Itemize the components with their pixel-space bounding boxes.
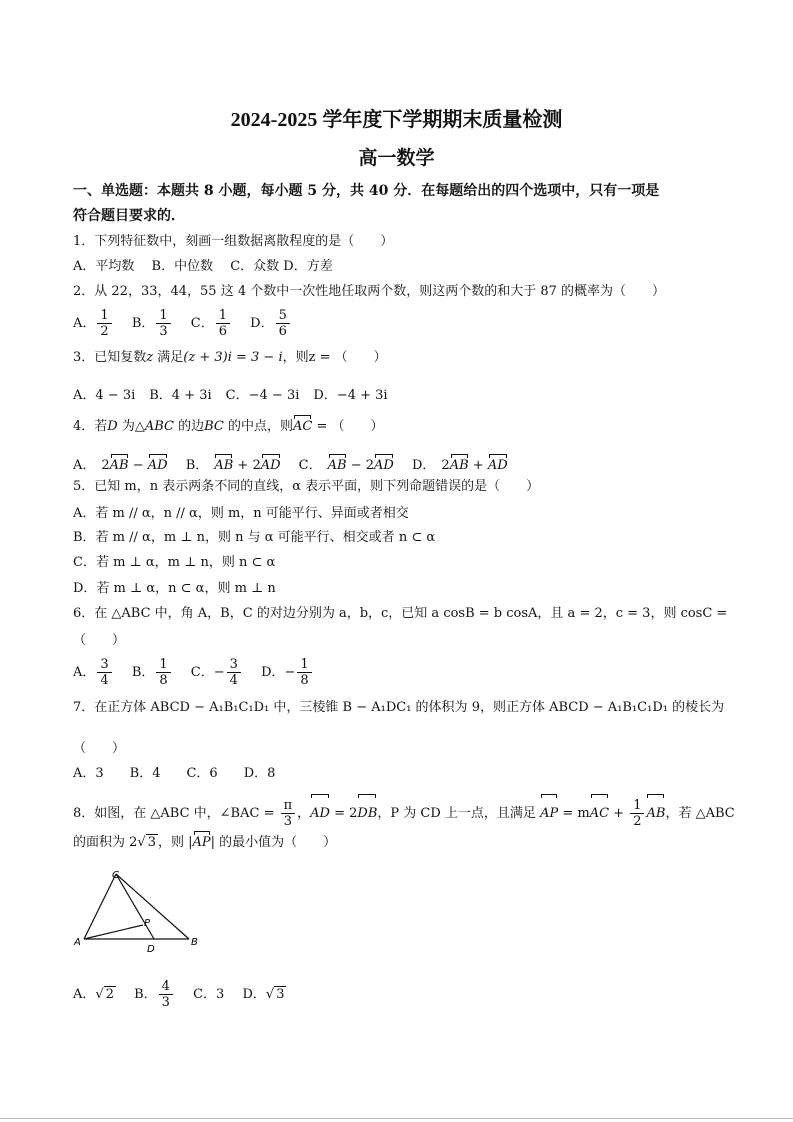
q6-stem: 6．在 △ABC 中，角 A，B，C 的对边分别为 a，b，c，已知 a cosB = b cosA，且 a = 2，c = 3，则 cosC =: [73, 606, 728, 621]
q2-stem: 2．从 22，33，44，55 这 4 个数中一次性地任取两个数，则这两个数的和大于 87 的概率为（ ）: [73, 284, 666, 299]
q5-option-a: A．若 m // α，n // α，则 m，n 可能平行、异面或者相交: [73, 506, 409, 521]
label-a: A: [74, 937, 81, 948]
q8-option-a: A．√ 2: [73, 987, 114, 1002]
page-subtitle: 高一数学: [358, 148, 435, 169]
q7-paren: （ ）: [73, 741, 126, 756]
q4-option-c: C． AB − 2AD: [298, 458, 394, 473]
q3-options: A．4 − 3i B．4 + 3i C．−4 − 3i D．−4 + 3i: [73, 388, 388, 403]
q3-stem: 3．已知复数z 满足(z + 3)i = 3 − i，则z = （ ）: [73, 350, 387, 365]
q4-stem: 4．若D 为△ABC 的边BC 的中点，则AC = （ ）: [73, 419, 384, 434]
q8-options: [73, 976, 300, 1014]
q5-option-b: B．若 m // α，m ⊥ n，则 n 与 α 可能平行、相交或者 n ⊂ α: [73, 530, 436, 545]
triangle-figure: [70, 866, 210, 956]
q2-option-c: C． $\frac{1}{6}$: [191, 307, 232, 341]
q6-paren: （ ）: [73, 633, 126, 648]
q5-option-d: D．若 m ⊥ α，n ⊂ α，则 m ⊥ n: [73, 581, 276, 596]
q8-stem-line1: 8．如图，在 △ABC 中，∠BAC = $\frac{\pi}{3}$ ，AD = 2DB，P 为 CD 上一点，且满足 AP = mAC + $\frac{1}{2}$ AB，若 △ABC: [73, 798, 735, 829]
q4-option-d: D． 2AB + AD: [411, 458, 508, 473]
label-b: B: [191, 937, 198, 948]
segment-cd: [116, 874, 154, 939]
q4-options: [73, 457, 522, 475]
q2-option-a: A． $\frac{1}{2}$: [73, 307, 114, 341]
q2-option-d: D． $\frac{5}{6}$: [250, 307, 292, 341]
q8-option-c: C．3: [193, 987, 225, 1002]
label-p: P: [144, 918, 151, 929]
q7-options: A．3 B．4 C．6 D．8: [73, 766, 276, 781]
q4-option-a: A． 2AB − AD: [73, 458, 168, 473]
q8-option-b: B． $\frac{4}{3}$: [134, 976, 175, 1014]
section-heading-line2: 符合题目要求的．: [73, 208, 185, 224]
q6-option-b: B． $\frac{1}{8}$: [132, 656, 173, 690]
page-title: 2024-2025 学年度下学期期末质量检测: [230, 109, 563, 131]
label-c: C: [112, 870, 119, 881]
q6-option-a: A． $\frac{3}{4}$: [73, 656, 114, 690]
q3-equation: (z + 3)i = 3 − i: [183, 350, 283, 365]
q5-stem: 5．已知 m，n 表示两条不同的直线，α 表示平面，则下列命题错误的是（ ）: [73, 479, 540, 494]
q5-option-c: C．若 m ⊥ α，m ⊥ n，则 n ⊂ α: [73, 555, 276, 570]
side-ac: [84, 874, 116, 939]
q1-stem: 1．下列特征数中，刻画一组数据离散程度的是（ ）: [73, 234, 394, 249]
page-bottom-rule: [0, 1118, 793, 1119]
q4-option-b: B． AB + 2AD: [185, 458, 281, 473]
q6-option-d: D．− $\frac{1}{8}$: [261, 656, 314, 690]
label-d: D: [147, 944, 155, 955]
sqrt-symbol: √ 3: [137, 835, 156, 850]
segment-ap: [84, 925, 143, 939]
q6-option-c: C．− $\frac{3}{4}$: [191, 656, 243, 690]
q8-option-d: D．√ 3: [242, 987, 285, 1002]
q8-stem-line2: 的面积为 2√ 3 ，则 |AP| 的最小值为（ ）: [73, 835, 337, 850]
q2-option-b: B． $\frac{1}{3}$: [132, 307, 173, 341]
section-heading-line1: 一、单选题：本题共 8 小题，每小题 5 分，共 40 分．在每题给出的四个选项中，只有一项是: [73, 183, 660, 199]
q2-options: [73, 307, 306, 341]
q1-options: A．平均数 B．中位数 C．众数 D．方差: [73, 259, 333, 274]
q6-options: [73, 656, 328, 690]
q7-stem: 7．在正方体 ABCD − A₁B₁C₁D₁ 中，三棱锥 B − A₁DC₁ 的体积为 9，则正方体 ABCD − A₁B₁C₁D₁ 的棱长为: [73, 700, 725, 715]
